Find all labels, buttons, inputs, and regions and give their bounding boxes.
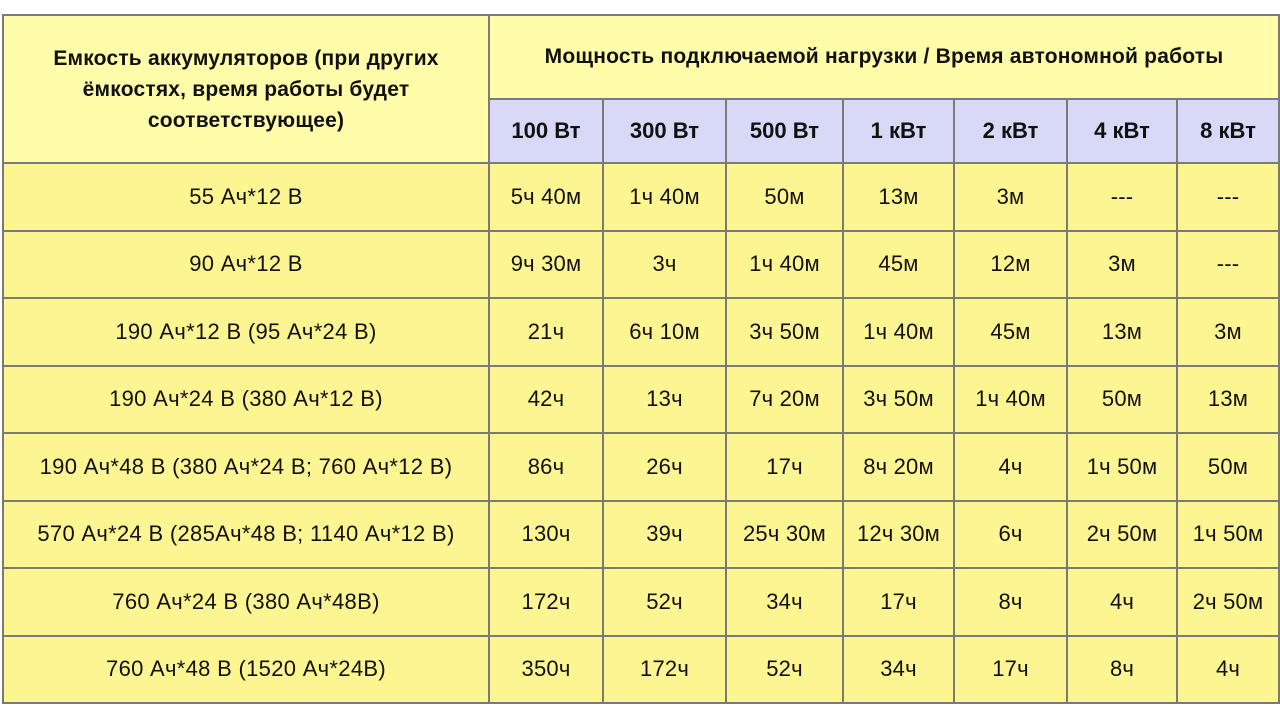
runtime-cell: 86ч [489, 433, 603, 501]
runtime-cell: 1ч 50м [1067, 433, 1177, 501]
runtime-cell: 6ч 10м [603, 298, 726, 366]
runtime-cell: 17ч [843, 568, 954, 636]
runtime-cell: 21ч [489, 298, 603, 366]
runtime-cell: 3ч [603, 231, 726, 299]
power-column-header: 4 кВт [1067, 99, 1177, 163]
runtime-cell: 13м [843, 163, 954, 231]
battery-capacity-cell: 570 Ач*24 В (285Ач*48 В; 1140 Ач*12 В) [3, 501, 489, 569]
table-row [3, 433, 1279, 501]
runtime-cell: 52ч [603, 568, 726, 636]
runtime-cell: 1ч 40м [954, 366, 1067, 434]
header-row-top [3, 15, 1279, 99]
table-row [3, 366, 1279, 434]
battery-capacity-cell: 760 Ач*48 В (1520 Ач*24В) [3, 636, 489, 704]
runtime-cell: 50м [1067, 366, 1177, 434]
battery-capacity-cell: 55 Ач*12 В [3, 163, 489, 231]
table-row [3, 501, 1279, 569]
power-column-header: 300 Вт [603, 99, 726, 163]
runtime-cell: 3м [1067, 231, 1177, 299]
power-column-header: 100 Вт [489, 99, 603, 163]
runtime-cell: 42ч [489, 366, 603, 434]
runtime-cell: 7ч 20м [726, 366, 843, 434]
runtime-cell: 9ч 30м [489, 231, 603, 299]
runtime-cell: --- [1067, 163, 1177, 231]
power-column-header: 8 кВт [1177, 99, 1279, 163]
runtime-cell: 13ч [603, 366, 726, 434]
runtime-cell: --- [1177, 231, 1279, 299]
runtime-table-body [3, 163, 1279, 703]
runtime-cell: 4ч [1177, 636, 1279, 704]
runtime-cell: 4ч [954, 433, 1067, 501]
runtime-cell: 1ч 40м [603, 163, 726, 231]
battery-capacity-cell: 90 Ач*12 В [3, 231, 489, 299]
runtime-cell: 3м [954, 163, 1067, 231]
capacity-column-header: Емкость аккумуляторов (при других ёмкостях, время работы будет соответствующее) [3, 15, 489, 163]
runtime-cell: 13м [1177, 366, 1279, 434]
runtime-cell: 34ч [726, 568, 843, 636]
load-runtime-header: Мощность подключаемой нагрузки / Время автономной работы [489, 15, 1279, 99]
battery-capacity-cell: 190 Ач*48 В (380 Ач*24 В; 760 Ач*12 В) [3, 433, 489, 501]
runtime-cell: 1ч 40м [726, 231, 843, 299]
runtime-cell: 12м [954, 231, 1067, 299]
runtime-cell: 350ч [489, 636, 603, 704]
runtime-cell: 8ч [1067, 636, 1177, 704]
runtime-cell: 1ч 40м [843, 298, 954, 366]
runtime-cell: 45м [843, 231, 954, 299]
runtime-cell: 13м [1067, 298, 1177, 366]
battery-capacity-cell: 760 Ач*24 В (380 Ач*48В) [3, 568, 489, 636]
battery-capacity-cell: 190 Ач*24 В (380 Ач*12 В) [3, 366, 489, 434]
runtime-cell: 3ч 50м [726, 298, 843, 366]
runtime-cell: 26ч [603, 433, 726, 501]
battery-runtime-table [2, 14, 1280, 704]
table-row [3, 163, 1279, 231]
runtime-cell: --- [1177, 163, 1279, 231]
runtime-cell: 8ч 20м [843, 433, 954, 501]
runtime-cell: 172ч [603, 636, 726, 704]
runtime-cell: 172ч [489, 568, 603, 636]
power-column-header: 500 Вт [726, 99, 843, 163]
runtime-cell: 17ч [954, 636, 1067, 704]
runtime-cell: 34ч [843, 636, 954, 704]
table-row [3, 298, 1279, 366]
runtime-cell: 3м [1177, 298, 1279, 366]
runtime-cell: 2ч 50м [1067, 501, 1177, 569]
runtime-cell: 17ч [726, 433, 843, 501]
runtime-table-sheet [0, 14, 1280, 706]
runtime-cell: 4ч [1067, 568, 1177, 636]
runtime-cell: 50м [1177, 433, 1279, 501]
runtime-cell: 52ч [726, 636, 843, 704]
runtime-cell: 1ч 50м [1177, 501, 1279, 569]
runtime-cell: 45м [954, 298, 1067, 366]
runtime-cell: 3ч 50м [843, 366, 954, 434]
table-row [3, 568, 1279, 636]
runtime-cell: 50м [726, 163, 843, 231]
runtime-cell: 12ч 30м [843, 501, 954, 569]
battery-capacity-cell: 190 Ач*12 В (95 Ач*24 В) [3, 298, 489, 366]
runtime-cell: 2ч 50м [1177, 568, 1279, 636]
power-column-header: 1 кВт [843, 99, 954, 163]
runtime-cell: 130ч [489, 501, 603, 569]
table-row [3, 231, 1279, 299]
power-column-header: 2 кВт [954, 99, 1067, 163]
runtime-cell: 6ч [954, 501, 1067, 569]
runtime-cell: 39ч [603, 501, 726, 569]
table-row [3, 636, 1279, 704]
runtime-cell: 8ч [954, 568, 1067, 636]
runtime-cell: 25ч 30м [726, 501, 843, 569]
runtime-cell: 5ч 40м [489, 163, 603, 231]
